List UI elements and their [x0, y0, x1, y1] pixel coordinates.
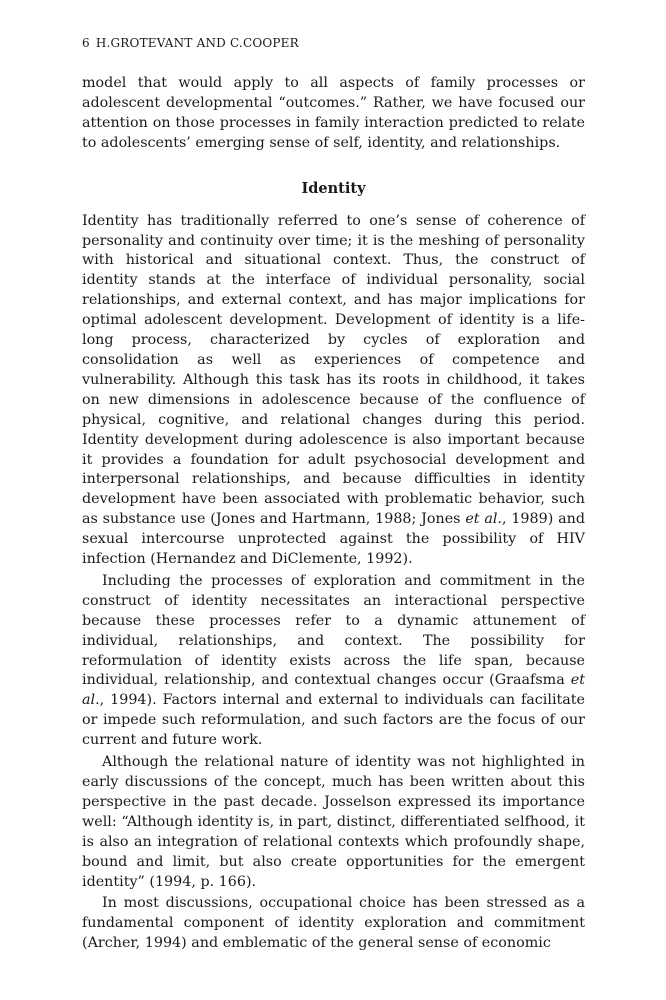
page — [82, 36, 585, 954]
et-al-citation: et al. — [465, 511, 502, 528]
paragraph-exploration-commitment — [82, 572, 585, 751]
page-number: 6 — [82, 36, 90, 50]
paragraph-text: , 1994). Factors internal and external to individuals can facilitate or impede such reformulation, and such factors are the focus of our current and future work. — [82, 692, 585, 749]
paragraph-text: , 1989) and sexual intercourse unprotected against the possibility of HIV infection (Hernandez and DiClemente, 1992). — [82, 511, 585, 568]
paragraph-occupational-choice: In most discussions, occupational choice has been stressed as a fundamental component of identity exploration and commitment (Archer, 1994) and emblematic of the general sense of economic — [82, 895, 585, 952]
paragraph-text: Including the processes of exploration and commitment in the construct of identity necessitates an interactional perspective because these processes refer to a dynamic attunement of individual, relationships, and context. The possibility for reformulation of identity exists across the life span, because individual, relationship, and contextual changes occur (Graafsma — [82, 572, 585, 689]
running-head — [82, 36, 585, 50]
paragraph-text: Identity has traditionally referred to one’s sense of coherence of personality and continuity over time; it is the meshing of personality with historical and situational context. Thus, the construct of identity stands at the interface of individual personality, social relationships, and external context, and has major implications for optimal adolescent development. Development of identity is a life-long process, characterized by cycles of exploration and consolidation as well as experiences of competence and vulnerability. Although this task has its roots in childhood, it takes on new dimensions in adolescence because of the confluence of physical, cognitive, and relational changes during this period. Identity development during adolescence is also important because it provides a foundation for adult psychosocial development and interpersonal relationships, and because difficulties in identity development have been associated with problematic behavior, such as substance use (Jones and Hartmann, 1988; Jones — [82, 212, 585, 528]
intro-paragraph: model that would apply to all aspects of family processes or adolescent developmental “outcomes.” Rather, we have focused our attention on those processes in family interaction predicted to relate to adolescents’ emerging sense of self, identity, and relationships. — [82, 75, 585, 151]
et-al-citation: et al. — [82, 672, 585, 709]
paragraph-relational-nature: Although the relational nature of identity was not highlighted in early discussions of the concept, much has been written about this perspective in the past decade. Josselson expressed its importance well: “Although identity is, in part, distinct, differentiated selfhood, it is also an integration of relational contexts which profoundly shape, bound and limit, but also create opportunities for the emergent identity” (1994, p. 166). — [82, 754, 585, 890]
paragraph-identity-definition — [82, 212, 585, 570]
running-head-authors: H.GROTEVANT AND C.COOPER — [95, 36, 299, 50]
section-heading: Identity — [301, 179, 366, 197]
